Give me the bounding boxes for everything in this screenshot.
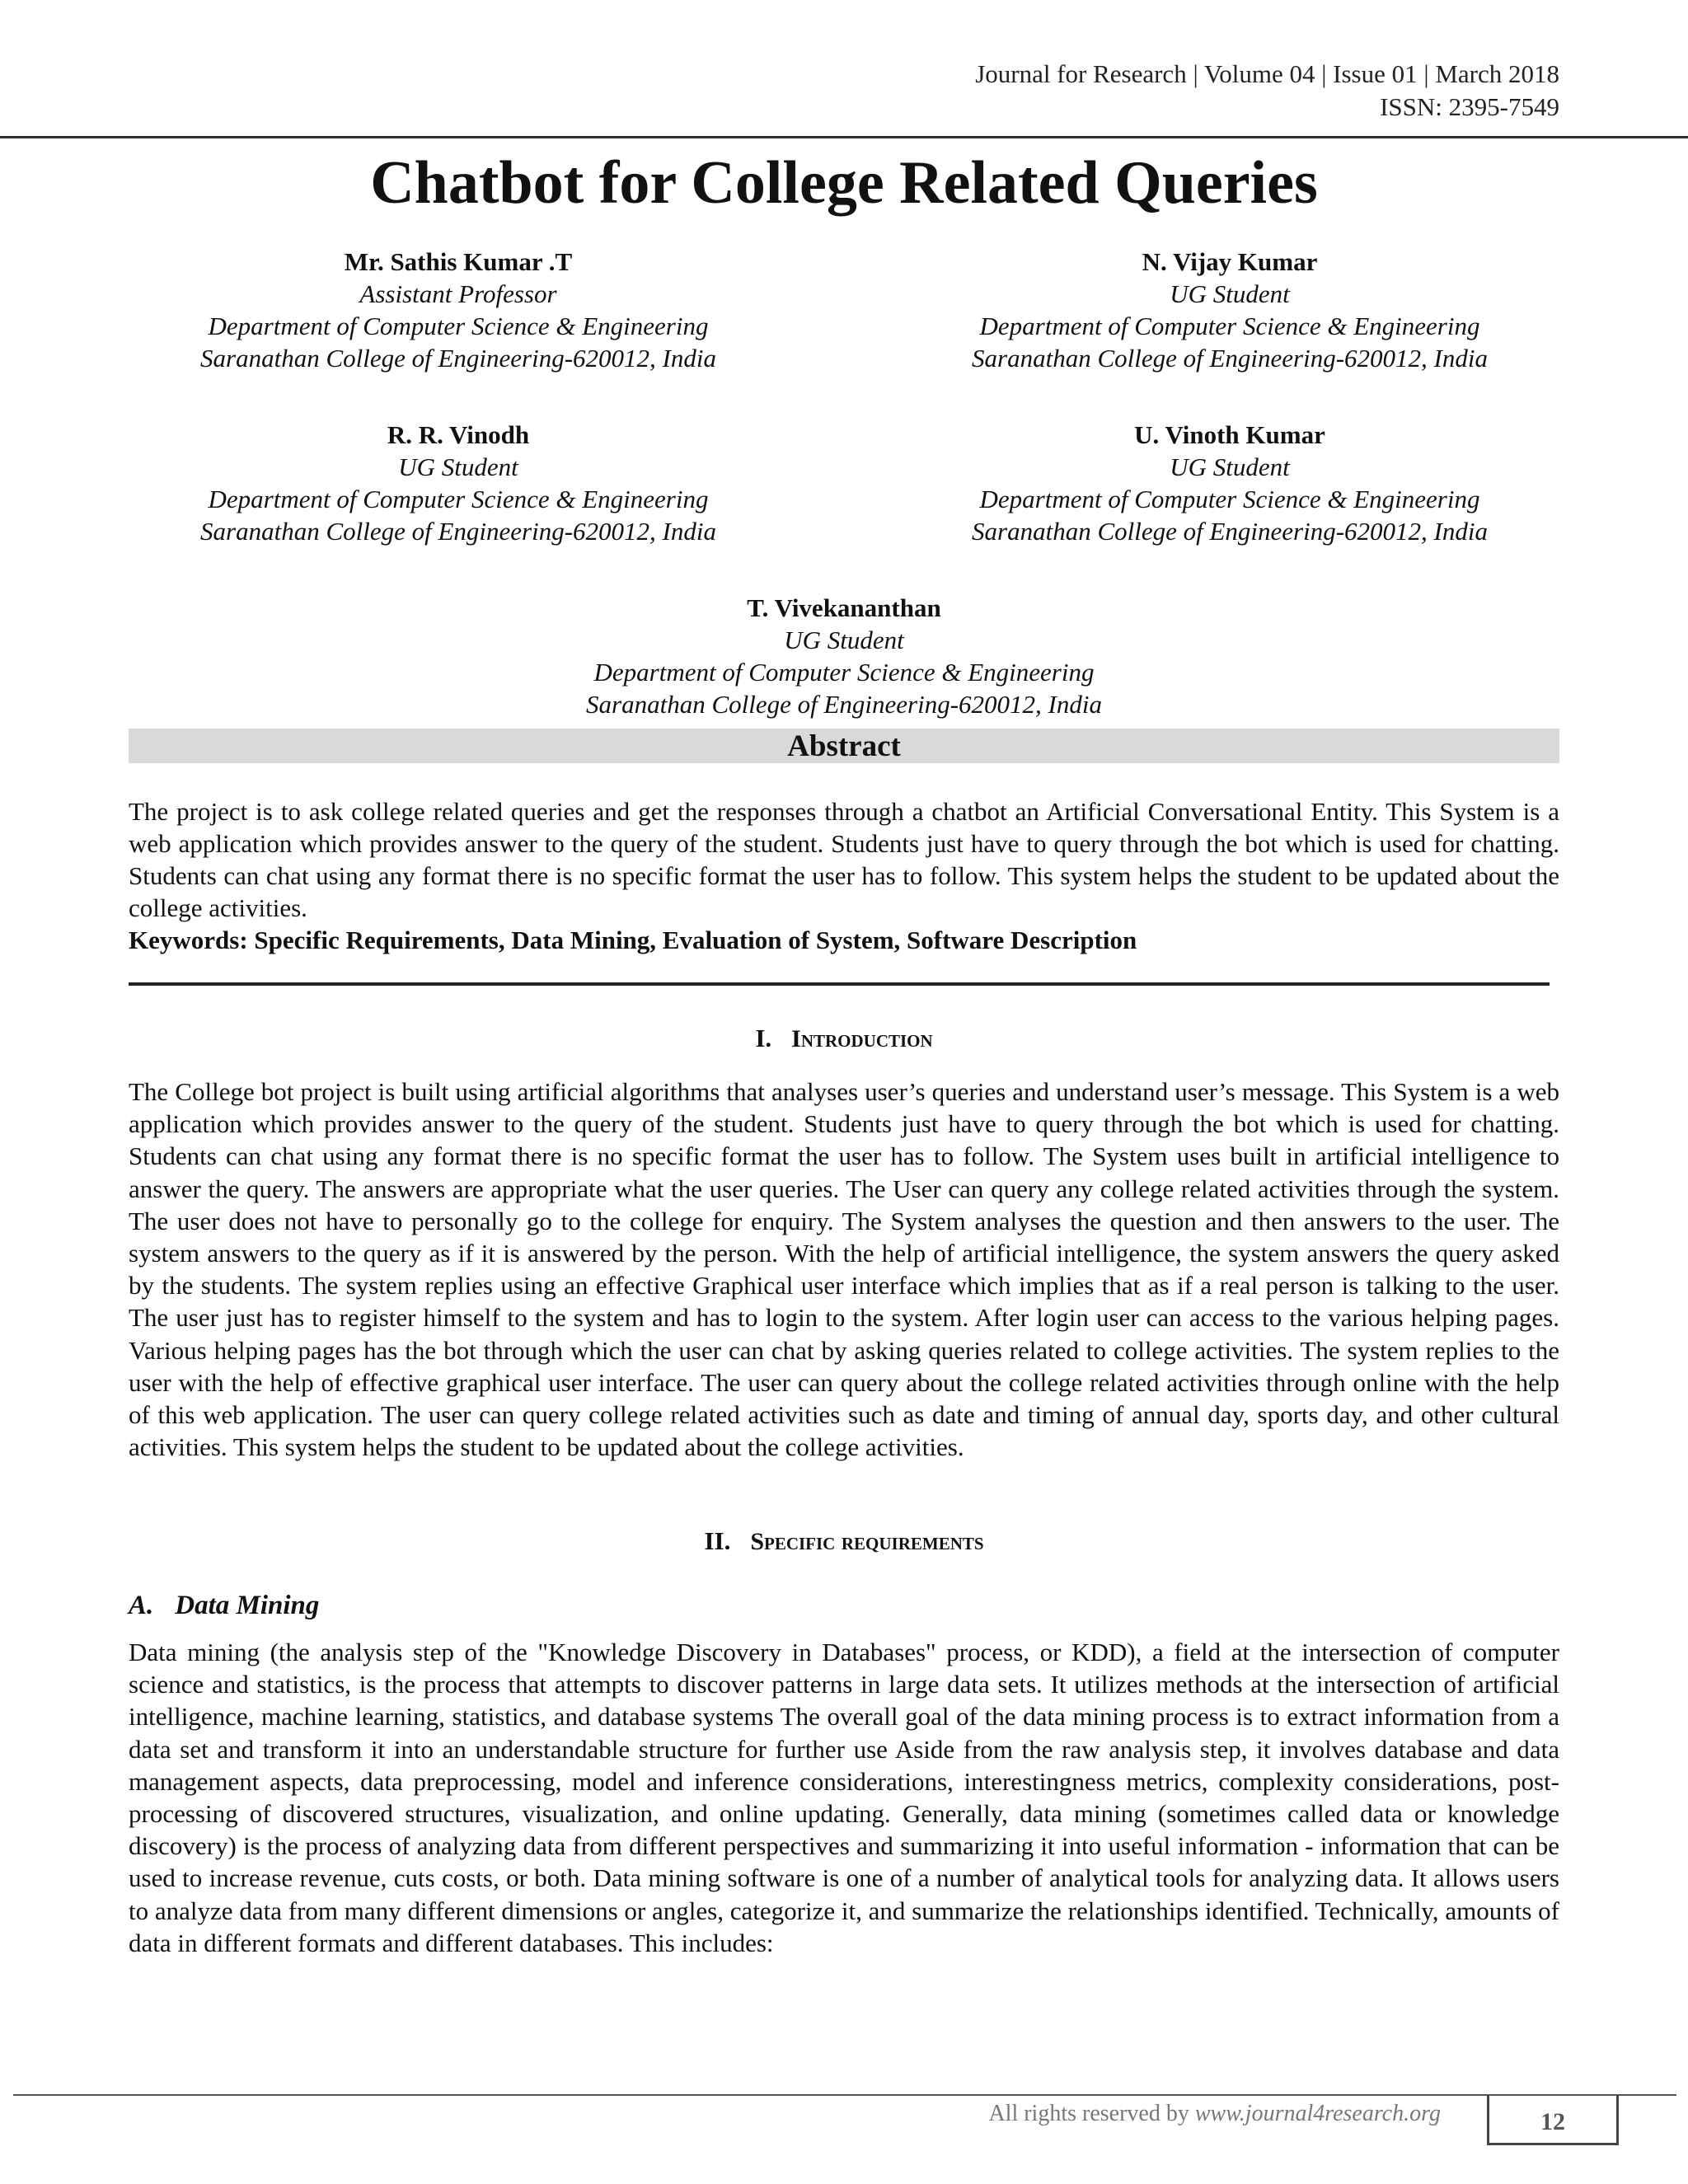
author-name: N. Vijay Kumar — [1142, 247, 1318, 276]
author-block — [900, 419, 1559, 547]
author-role: UG Student — [1170, 279, 1290, 308]
author-department: Department of Computer Science & Engineering — [979, 312, 1480, 340]
author-role: Assistant Professor — [359, 279, 557, 308]
author-department: Department of Computer Science & Engineering — [593, 658, 1095, 687]
introduction-paragraph: The College bot project is built using artificial algorithms that analyses user’s queries and understand user’s message. This System is a web application which provides answer to the query of the student. Students just have to query through the bot which is used for chatting. Students can chat using any format there is no specific format the user has to follow. The System uses built in artificial intelligence to answer the query. The answers are appropriate what the user queries. The User can query any college related activities through the system. The user does not have to personally go to the college for enquiry. The System analyses the question and then answers to the user. The system answers to the query as if it is answered by the person. With the help of artificial intelligence, the system answers the query asked by the students. The system replies using an effective Graphical user interface which implies that as if a real person is talking to the user. The user just has to register himself to the system and has to login to the system. After login user can access to the various helping pages. Various helping pages has the bot through which the user can chat by asking queries related to college activities. The system replies to the user with the help of effective graphical user interface. The user can query about the college related activities through online with the help of this web application. The user can query college related activities such as date and timing of annual day, sports day, and other cultural activities. This system helps the student to be updated about the college activities. — [129, 1077, 1559, 1462]
author-row — [129, 592, 1559, 720]
author-department: Department of Computer Science & Engineering — [208, 485, 709, 513]
journal-line: Journal for Research | Volume 04 | Issue 01 | March 2018 — [975, 59, 1559, 88]
author-institution: Saranathan College of Engineering-620012, India — [972, 344, 1488, 373]
data-mining-paragraph: Data mining (the analysis step of the "Knowledge Discovery in Databases" process, or KDD), a field at the intersection of computer science and statistics, is the process that attempts to discover patterns in large data sets. It utilizes methods at the intersection of artificial intelligence, machine learning, statistics, and database systems The overall goal of the data mining process is to extract information from a data set and transform it into an understandable structure for further use Aside from the raw analysis step, it involves database and data management aspects, data preprocessing, model and inference considerations, interestingness metrics, complexity considerations, post-processing of discovered structures, visualization, and online updating. Generally, data mining (sometimes called data or knowledge discovery) is the process of analyzing data from different perspectives and summarizing it into useful information - information that can be used to increase revenue, cuts costs, or both. Data mining software is one of a number of analytical tools for analyzing data. It allows users to analyze data from many different dimensions or angles, categorize it, and summarize the relationships identified. Technically, amounts of data in different formats and different databases. This includes: — [129, 1638, 1559, 1957]
author-block — [129, 246, 788, 374]
author-department: Department of Computer Science & Engineering — [979, 485, 1480, 513]
footer-rights — [988, 2100, 1441, 2128]
abstract-text: The project is to ask college related queries and get the responses through a chatbot an Artificial Conversational Entity. This System is a web application which provides answer to the query of the student. Students just have to query through the bot which is used for chatting. Students can chat using any format there is no specific format the user has to follow. This system helps the student to be updated about the college activities. — [129, 797, 1559, 922]
author-institution: Saranathan College of Engineering-620012, India — [200, 517, 716, 546]
author-department: Department of Computer Science & Engineering — [208, 312, 709, 340]
author-institution: Saranathan College of Engineering-620012, India — [586, 690, 1102, 719]
subsection-heading-data-mining — [129, 1589, 319, 1622]
issn-line: ISSN: 2395-7549 — [1380, 92, 1559, 121]
section-title: Introduction — [791, 1025, 933, 1052]
abstract-heading: Abstract — [129, 729, 1559, 763]
subsection-number: A. — [129, 1591, 154, 1620]
author-role: UG Student — [784, 626, 904, 654]
abstract-rule — [129, 982, 1550, 986]
footer-site-link[interactable]: www.journal4research.org — [1194, 2101, 1441, 2126]
footer-rights-text: All rights reserved by — [988, 2101, 1195, 2126]
author-name: R. R. Vinodh — [387, 420, 530, 449]
section-title: Specific requirements — [750, 1528, 984, 1555]
section-number: II. — [704, 1526, 731, 1555]
keywords: Keywords: Specific Requirements, Data Mining, Evaluation of System, Software Description — [129, 926, 1137, 954]
author-block — [900, 246, 1559, 374]
paper-title: Chatbot for College Related Queries — [370, 149, 1318, 217]
header-rule — [0, 136, 1688, 138]
authors-section — [129, 246, 1559, 765]
author-name: Mr. Sathis Kumar .T — [344, 247, 573, 276]
page-number: 12 — [1540, 2108, 1565, 2135]
section-heading-introduction — [129, 1022, 1559, 1056]
author-row — [129, 419, 1559, 547]
author-role: UG Student — [1170, 452, 1290, 481]
author-role: UG Student — [398, 452, 518, 481]
author-institution: Saranathan College of Engineering-620012, India — [200, 344, 716, 373]
author-block — [514, 592, 1174, 720]
section-heading-specific-requirements — [129, 1525, 1559, 1558]
author-row — [129, 246, 1559, 374]
author-name: T. Vivekananthan — [747, 593, 941, 622]
author-name: U. Vinoth Kumar — [1134, 420, 1325, 449]
footer-rule — [1619, 2094, 1676, 2096]
author-block — [129, 419, 788, 547]
footer-rule — [13, 2094, 1487, 2096]
section-number: I. — [755, 1024, 772, 1052]
journal-header — [975, 58, 1559, 124]
author-institution: Saranathan College of Engineering-620012, India — [972, 517, 1488, 546]
subsection-title: Data Mining — [175, 1591, 320, 1620]
